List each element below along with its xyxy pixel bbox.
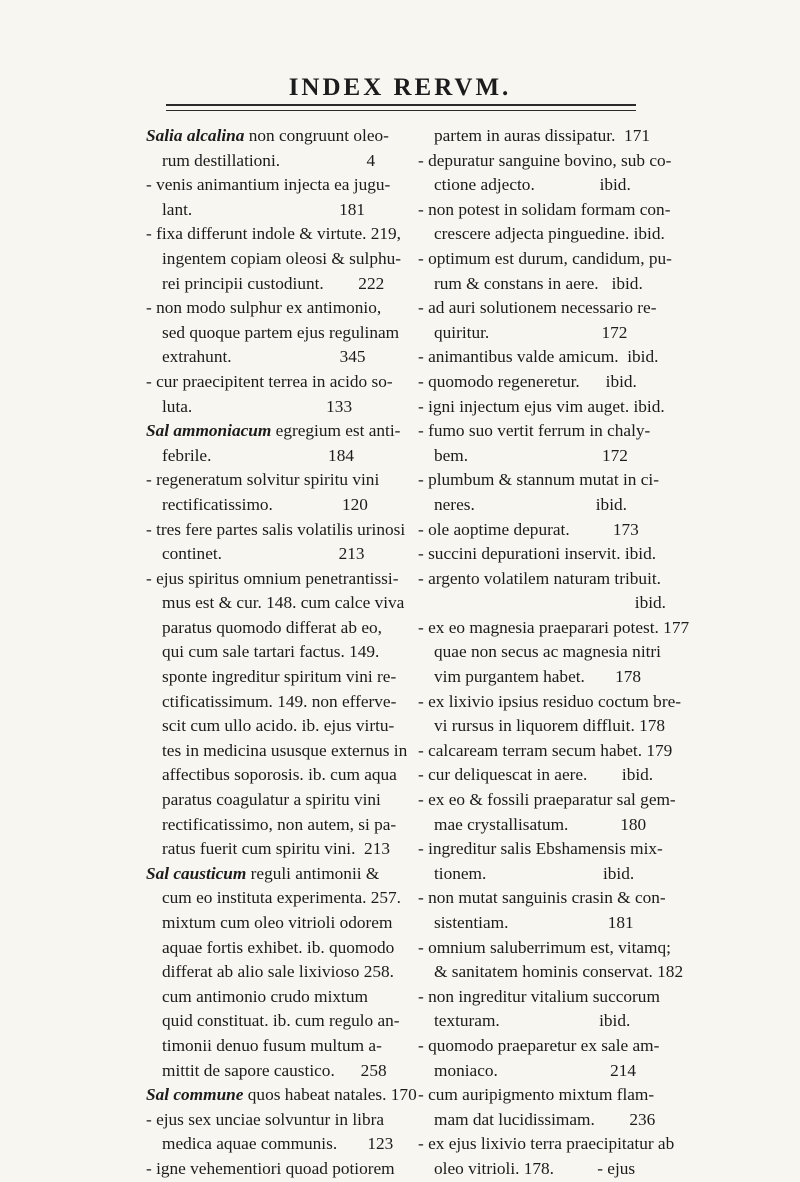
index-entry-line [146,567,399,592]
index-entry-line [146,247,402,272]
index-entry-line [146,911,396,936]
index-entry-line [418,222,666,247]
entry-text: quae non secus ac magnesia nitri [434,642,661,662]
index-entry-line [146,985,396,1010]
entry-text: rum destillationi. 4 [162,150,376,170]
entry-headword: Salia alcalina [146,126,245,145]
entry-text: rectificatissimo, non autem, si pa- [162,814,397,834]
entry-text: lant. 181 [162,199,366,219]
entry-text: tes in medicina ususque externus in [162,740,408,760]
index-entry-line [146,419,401,444]
entry-text: oleo vitrioli. 178. - ejus [434,1158,636,1178]
entry-text: febrile. 184 [162,445,354,465]
index-entry-line [418,468,666,493]
index-entry-line [418,640,666,665]
index-entry-line [418,149,672,174]
entry-text: mixtum cum oleo vitrioli odorem [162,913,393,932]
entry-text: - fumo suo vertit ferrum in chaly- [418,421,651,441]
entry-text: luta. 133 [162,396,353,416]
entry-text: medica aquae communis. 123 [162,1134,394,1154]
index-entry-line [418,395,666,420]
index-entry-line [146,345,396,370]
index-entry-line [418,1034,666,1059]
entry-text: ibid. [634,593,666,613]
entry-text: texturam. ibid. [434,1011,631,1031]
index-entry-line [146,763,396,788]
entry-text: - cum auripigmento mixtum flam- [418,1085,655,1105]
index-entry-line [146,1009,400,1034]
entry-text: ratus fuerit cum spiritu vini. 213 [162,839,390,859]
index-entry-line [418,173,666,198]
entry-text: - ingreditur salis Ebshamensis mix- [418,839,663,859]
entry-text: quiritur. 172 [434,322,628,342]
entry-text: crescere adjecta pinguedine. ibid. [434,224,665,244]
index-entry-line [146,518,406,543]
entry-text: rei principii custodiunt. 222 [162,273,385,293]
entry-text: cum eo instituta experimenta. 257. [162,888,401,908]
index-entry-line [146,665,396,690]
entry-text: - ex eo magnesia praeparari potest. 177 [418,617,690,637]
entry-text: cum antimonio crudo mixtum [162,986,368,1006]
entry-text: - ejus sex unciae solvuntur in libra [146,1109,385,1129]
index-entry-line [418,862,666,887]
entry-text: - fixa differunt indole & virtute. 219, [146,224,401,244]
index-entry-line [146,640,396,665]
entry-text: ctione adjecto. ibid. [434,175,631,195]
index-entry-line [146,493,396,518]
index-entry-line [146,886,401,911]
index-entry-line [146,714,396,739]
index-entry-line [146,936,396,961]
index-entry-line [146,1059,396,1084]
entry-text: - argento volatilem naturam tribuit. [418,568,661,588]
entry-text: scit cum ullo acido. ib. ejus virtu- [162,716,395,736]
entry-text: - igne vehementiori quoad potiorem [146,1158,395,1178]
entry-text: - igni injectum ejus vim auget. ibid. [418,396,665,416]
index-entry-line [418,1108,666,1133]
entry-text: - calcaream terram secum habet. 179 [418,740,673,760]
entry-text: - quomodo praeparetur ex sale am- [418,1035,660,1055]
index-entry-line [418,419,666,444]
index-entry-line [146,198,396,223]
entry-text: reguli antimonii & [246,863,380,883]
entry-text: quos habeat natales. 170 [243,1085,417,1105]
index-entry-line [146,444,396,469]
entry-text: rum & constans in aere. ibid. [434,273,643,293]
entry-text: timonii denuo fusum multum a- [162,1035,382,1055]
header-rule-thin [166,110,636,111]
index-entry-line [418,665,666,690]
entry-text: mae crystallisatum. 180 [434,814,647,834]
index-entry-line [418,763,666,788]
entry-text: - ejus spiritus omnium penetrantissi- [146,568,399,588]
index-entry-line [146,124,396,149]
index-entry-line [146,1034,396,1059]
index-entry-line [418,813,666,838]
entry-text: - ex eo & fossili praeparatur sal gem- [418,790,676,810]
entry-text: aquae fortis exhibet. ib. quomodo [162,937,395,957]
entry-text: - non ingreditur vitalium succorum [418,986,660,1006]
index-entry-line [418,1157,666,1182]
entry-text: - animantibus valde amicum. ibid. [418,347,659,367]
entry-text: - non modo sulphur ex antimonio, [146,298,382,318]
entry-text: - cur praecipitent terrea in acido so- [146,371,393,391]
index-entry-line [146,468,396,493]
entry-text: differat ab alio sale lixivioso 258. [162,962,394,982]
entry-headword: Sal ammoniacum [146,421,272,441]
entry-text: ctificatissimum. 149. non efferve- [162,691,397,711]
index-entry-line [418,911,666,936]
index-entry-line [418,616,690,641]
index-entry-line [418,886,666,911]
index-entry-line [418,493,666,518]
index-entry-line [146,739,408,764]
index-entry-line [418,370,666,395]
entry-text: - quomodo regeneretur. ibid. [418,371,637,391]
index-entry-line [418,247,672,272]
entry-text: sed quoque partem ejus regulinam [162,322,400,342]
index-entry-line [418,124,666,149]
entry-headword: Sal causticum [146,863,247,883]
entry-text: - depuratur sanguine bovino, sub co- [418,150,672,170]
index-entry-line [418,518,666,543]
entry-text: moniaco. 214 [434,1060,637,1080]
entry-text: sponte ingreditur spiritum vini re- [162,667,397,687]
index-entry-line [146,321,400,346]
entry-text: mittit de sapore caustico. 258 [162,1060,387,1080]
index-entry-line [418,1083,666,1108]
entry-text: - non mutat sanguinis crasin & con- [418,888,666,908]
index-entry-line [146,222,401,247]
entry-text: ingentem copiam oleosi & sulphu- [162,248,402,268]
entry-text: paratus quomodo differat ab eo, [162,617,382,637]
entry-text: paratus coagulatur a spiritu vini [162,790,381,810]
index-entry-line [418,296,666,321]
index-entry-line [146,813,396,838]
entry-text: extrahunt. 345 [162,347,366,367]
index-entry-line [418,985,666,1010]
entry-headword: Sal commune [146,1085,244,1105]
index-entry-line [146,370,396,395]
index-entry-line [146,690,396,715]
entry-text: - omnium saluberrimum est, vitamq; [418,937,671,957]
index-entry-line [418,272,666,297]
index-entry-line [146,1132,396,1157]
index-entry-line [146,1108,396,1133]
entry-text: vim purgantem habet. 178 [434,667,642,687]
index-entry-line [146,296,396,321]
index-entry-line [418,1059,666,1084]
entry-text: - tres fere partes salis volatilis urinosi [146,519,406,539]
entry-text: - ex lixivio ipsius residuo coctum bre- [418,691,682,711]
entry-text: - ad auri solutionem necessario re- [418,298,657,318]
entry-text: vi rursus in liquorem diffluit. 178 [434,716,666,736]
entry-text: - non potest in solidam formam con- [418,199,671,219]
entry-text: - plumbum & stannum mutat in ci- [418,470,659,490]
entry-text: - venis animantium injecta ea jugu- [146,175,391,195]
index-entry-line [146,837,396,862]
left-column [146,124,417,1182]
index-entry-line [418,837,666,862]
index-entry-line [146,272,396,297]
entry-text: sistentiam. 181 [434,913,634,932]
entry-text: mus est & cur. 148. cum calce viva [162,593,405,613]
entry-text: - succini depurationi inservit. ibid. [418,544,657,564]
index-entry-line [146,960,396,985]
right-column [418,124,690,1182]
index-entry-line [146,788,396,813]
entry-text: non congruunt oleo- [244,126,389,145]
page-header: INDEX RERVM. [288,74,512,101]
entry-text: qui cum sale tartari factus. 149. [162,642,380,662]
index-entry-line [146,173,396,198]
index-entry-line [418,567,666,592]
index-entry-line [146,1083,417,1108]
entry-text: neres. ibid. [434,494,627,514]
entry-text: affectibus soporosis. ib. cum aqua [162,765,397,785]
entry-text: - ole aoptime depurat. 173 [418,519,639,539]
index-entry-line [418,444,666,469]
index-entry-line [418,345,666,370]
index-entry-line [418,321,666,346]
entry-text: mam dat lucidissimam. 236 [434,1109,656,1129]
index-entry-line [418,936,671,961]
entry-text: tionem. ibid. [434,863,635,883]
index-entry-line [146,591,405,616]
index-entry-line [418,542,666,567]
entry-text: & sanitatem hominis conservat. 182 [434,962,684,982]
entry-text: quid constituat. ib. cum regulo an- [162,1011,400,1031]
index-entry-line [418,1009,666,1034]
entry-text: rectificatissimo. 120 [162,494,368,514]
index-entry-line [418,1132,675,1157]
entry-text: - ex ejus lixivio terra praecipitatur ab [418,1134,675,1154]
index-entry-line [146,149,396,174]
index-entry-line [146,542,396,567]
entry-text: - optimum est durum, candidum, pu- [418,248,672,268]
entry-text: partem in auras dissipatur. 171 [434,126,650,145]
index-entry-line [146,1157,396,1182]
entry-text: egregium est anti- [271,421,401,441]
index-entry-line [146,395,396,420]
index-entry-line [418,739,673,764]
index-entry-line [418,198,671,223]
index-entry-line [146,616,396,641]
index-entry-line [418,591,666,616]
entry-text: continet. 213 [162,544,365,564]
entry-text: bem. 172 [434,445,628,465]
index-entry-line [418,690,682,715]
header-rule [166,104,636,106]
index-entry-line [418,714,666,739]
entry-text: - regeneratum solvitur spiritu vini [146,470,380,490]
index-entry-line [418,788,676,813]
index-entry-line [146,862,396,887]
index-entry-line [418,960,684,985]
entry-text: - cur deliquescat in aere. ibid. [418,765,654,785]
